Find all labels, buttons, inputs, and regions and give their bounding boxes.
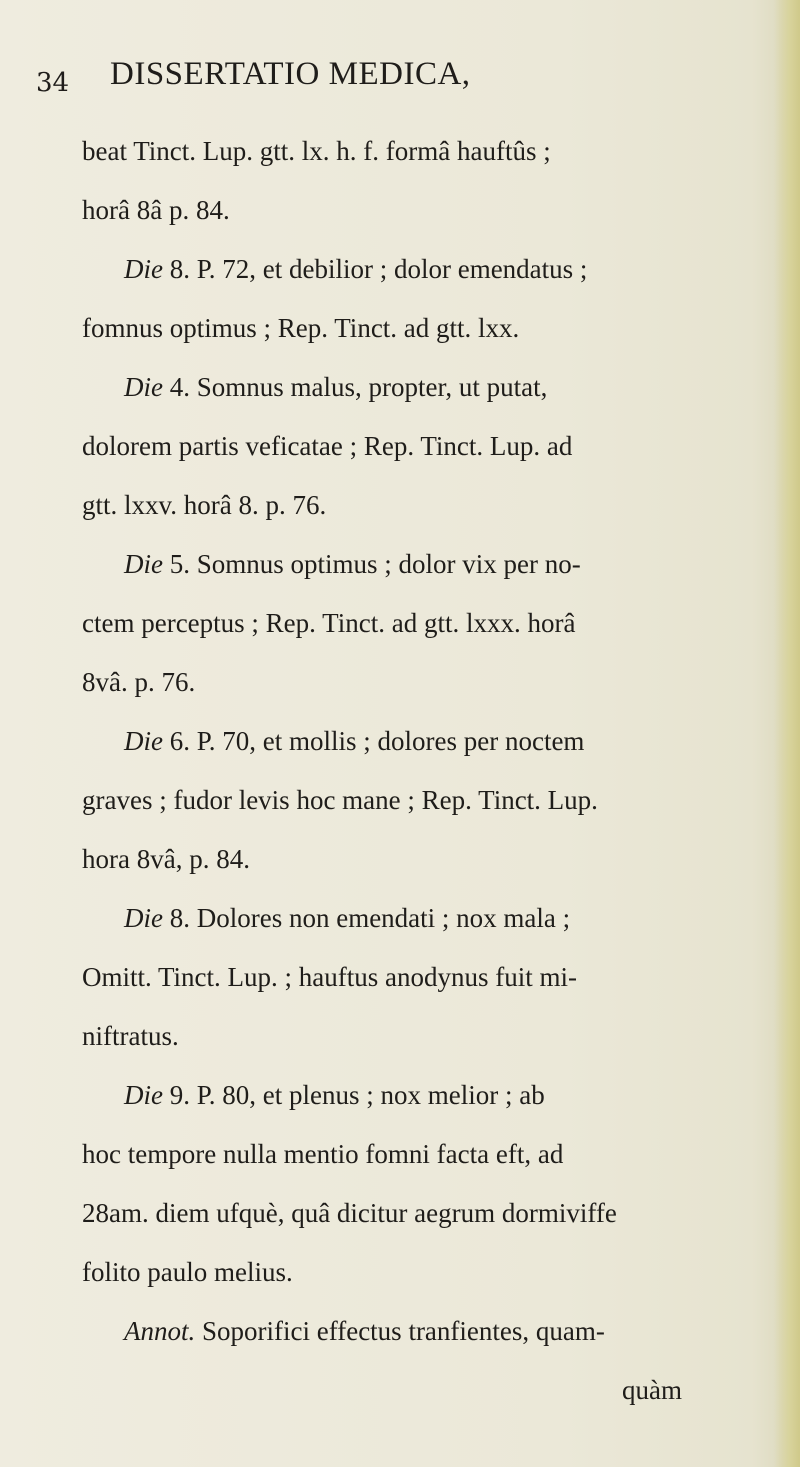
text-line <box>82 1302 742 1361</box>
line-text: folito paulo melius. <box>82 1257 293 1287</box>
line-text: Soporifici effectus tranfientes, quam- <box>195 1316 605 1346</box>
entry-lead: Die <box>124 1080 163 1110</box>
line-text: 6. P. 70, et mollis ; dolores per noctem <box>162 726 585 756</box>
line-text: dolorem partis veficatae ; Rep. Tinct. Lup. ad <box>82 431 573 461</box>
line-text: 4. Somnus malus, propter, ut putat, <box>162 372 548 402</box>
catchword: quàm <box>622 1375 682 1405</box>
line-text: ctem perceptus ; Rep. Tinct. ad gtt. lxxx. horâ <box>82 608 576 638</box>
line-text: graves ; fudor levis hoc mane ; Rep. Tinct. Lup. <box>82 785 598 815</box>
text-line <box>82 476 742 535</box>
text-line <box>82 535 742 594</box>
text-line <box>82 948 742 1007</box>
text-line <box>82 417 742 476</box>
line-text: gtt. lxxv. horâ 8. p. 76. <box>82 490 327 520</box>
line-text: 9. P. 80, et plenus ; nox melior ; ab <box>162 1080 545 1110</box>
running-head: DISSERTATIO MEDICA, <box>110 56 471 92</box>
line-text: Omitt. Tinct. Lup. ; hauftus anodynus fuit mi- <box>82 962 578 992</box>
text-line <box>82 1007 742 1066</box>
page-edge-shading <box>774 0 800 1467</box>
text-line <box>82 299 742 358</box>
entry-lead: Die <box>124 726 163 756</box>
text-line <box>82 358 742 417</box>
text-line <box>82 1066 742 1125</box>
line-text: beat Tinct. Lup. gtt. lx. h. f. formâ hauftûs ; <box>82 136 551 166</box>
line-text: niftratus. <box>82 1021 179 1051</box>
page-header <box>36 56 756 106</box>
line-text: 8vâ. p. 76. <box>82 667 196 697</box>
line-text: fomnus optimus ; Rep. Tinct. ad gtt. lxx. <box>82 313 520 343</box>
line-text: 28am. diem ufquè, quâ dicitur aegrum dormiviffe <box>82 1198 617 1228</box>
line-text: 5. Somnus optimus ; dolor vix per no- <box>162 549 581 579</box>
entry-lead: Die <box>124 549 163 579</box>
page-number: 34 <box>36 68 70 98</box>
text-line <box>82 594 742 653</box>
line-text: 8. Dolores non emendati ; nox mala ; <box>162 903 571 933</box>
line-text: 8. P. 72, et debilior ; dolor emendatus ; <box>162 254 588 284</box>
entry-lead: Die <box>124 254 163 284</box>
text-line <box>82 1243 742 1302</box>
entry-lead: Die <box>124 903 163 933</box>
text-line <box>82 830 742 889</box>
text-line <box>82 712 742 771</box>
line-text: hoc tempore nulla mentio fomni facta eft, ad <box>82 1139 564 1169</box>
text-line <box>82 771 742 830</box>
text-line <box>82 122 742 181</box>
body-text <box>82 122 742 1420</box>
text-line <box>82 1125 742 1184</box>
text-line <box>82 181 742 240</box>
entry-lead: Annot. <box>124 1316 196 1346</box>
text-line <box>82 653 742 712</box>
line-text: horâ 8â p. 84. <box>82 195 230 225</box>
entry-lead: Die <box>124 372 163 402</box>
line-text: hora 8vâ, p. 84. <box>82 844 250 874</box>
text-line <box>82 1184 742 1243</box>
text-line <box>82 889 742 948</box>
text-line <box>82 240 742 299</box>
